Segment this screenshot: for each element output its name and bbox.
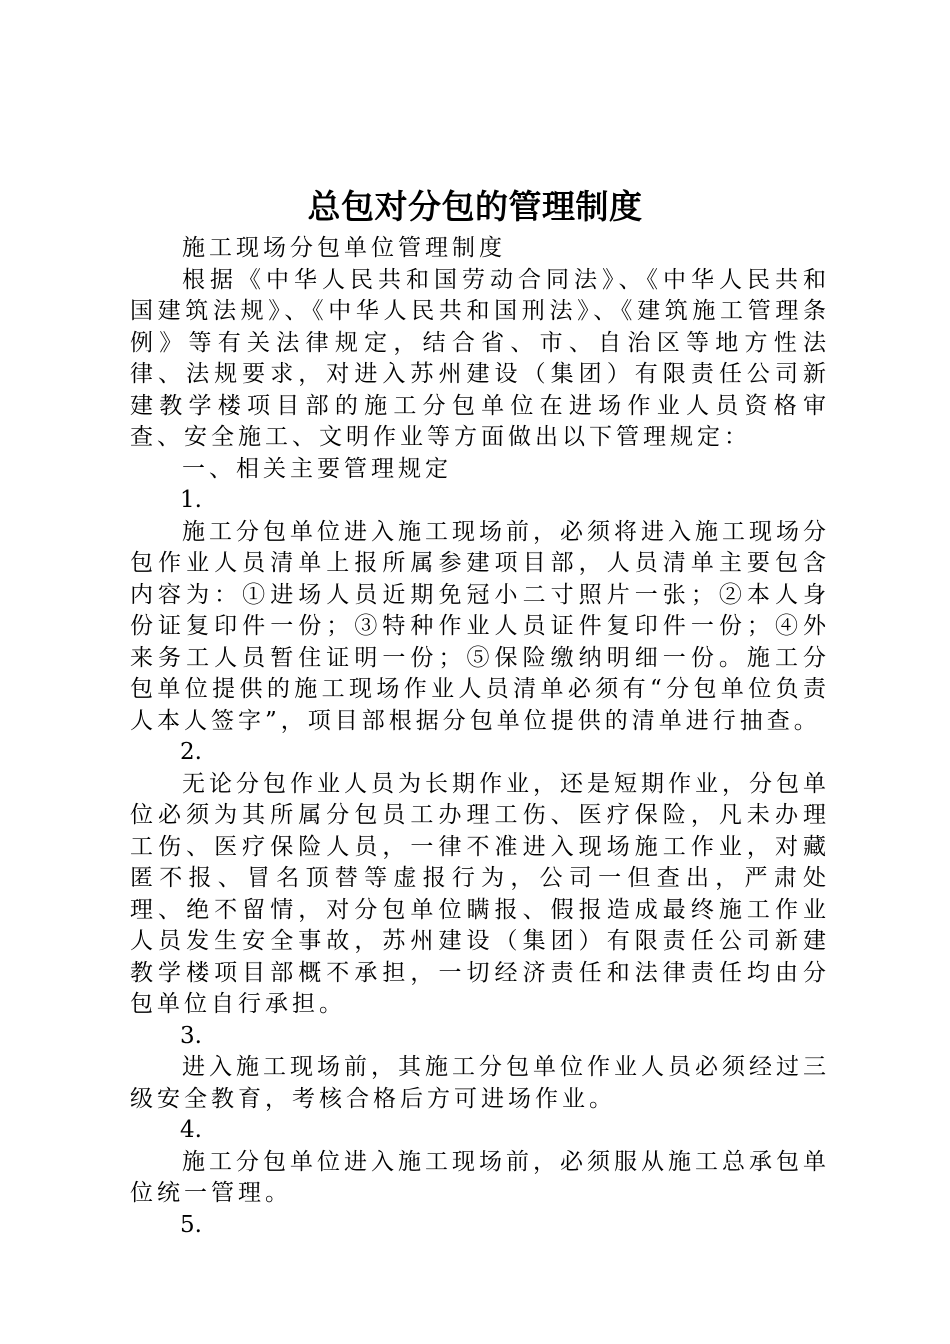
item-number-3: 3. [180, 1022, 202, 1049]
item-paragraph-2: 无论分包作业人员为长期作业，还是短期作业，分包单位必须为其所属分包员工办理工伤、医疗保险，凡未办理工伤、医疗保险人员，一律不准进入现场施工作业，对藏匿不报、冒名顶替等虚报行为，公司一但查出，严肃处理、绝不留情，对分包单位瞒报、假报造成最终施工作业人员发生安全事故，苏州建设（集团）有限责任公司新建教学楼项目部概不承担，一切经济责任和法律责任均由分包单位自行承担。 [130, 770, 830, 1017]
item-number-1: 1. [180, 487, 202, 513]
item-paragraph-1: 施工分包单位进入施工现场前，必须将进入施工现场分包作业人员清单上报所属参建项目部，人员清单主要包含内容为：①进场人员近期免冠小二寸照片一张；②本人身份证复印件一份；③特种作业人员证件复印件一份；④外来务工人员暂住证明一份；⑤保险缴纳明细一份。施工分包单位提供的施工现场作业人员清单必须有“分包单位负责人本人签字”，项目部根据分包单位提供的清单进行抽查。 [130, 518, 830, 734]
item-number-5: 5. [180, 1211, 202, 1238]
item-number-2: 2. [180, 739, 202, 765]
section-heading: 施工现场分包单位管理制度 [182, 235, 506, 261]
document-body [130, 233, 830, 1241]
item-paragraph-4: 施工分包单位进入施工现场前，必须服从施工总承包单位统一管理。 [130, 1148, 830, 1206]
item-number-4: 4. [180, 1117, 202, 1143]
item-paragraph-3: 进入施工现场前，其施工分包单位作业人员必须经过三级安全教育，考核合格后方可进场作业。 [130, 1054, 830, 1112]
subsection-heading: 一、相关主要管理规定 [182, 455, 452, 482]
intro-paragraph: 根据《中华人民共和国劳动合同法》、《中华人民共和国建筑法规》、《中华人民共和国刑法》、《建筑施工管理条例》等有关法律规定，结合省、市、自治区等地方性法律、法规要求，对进入苏州建设（集团）有限责任公司新建教学楼项目部的施工分包单位在进场作业人员资格审查、安全施工、文明作业等方面做出以下管理规定： [130, 266, 830, 450]
document-title: 总包对分包的管理制度 [307, 187, 643, 226]
